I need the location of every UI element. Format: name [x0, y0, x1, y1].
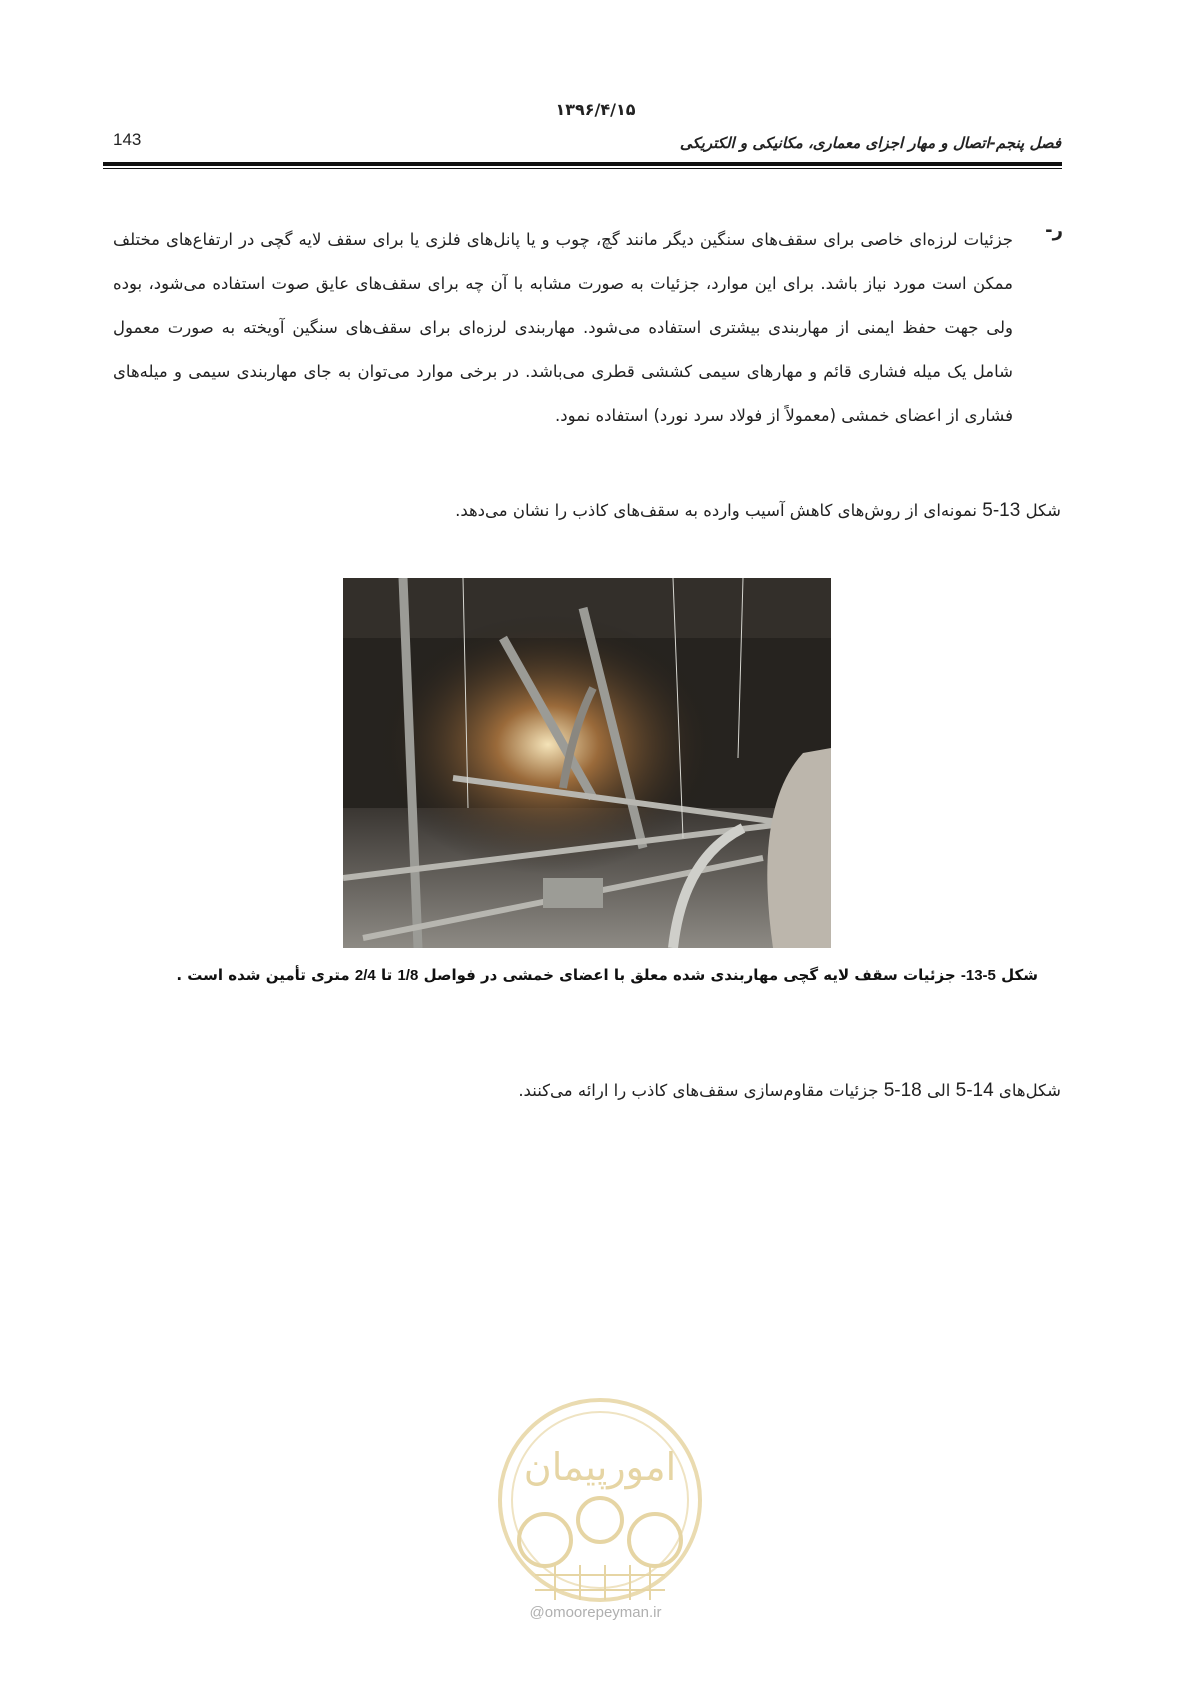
- caption-value-a: 1/8: [397, 967, 419, 984]
- closing-line: [518, 1080, 1061, 1102]
- caption-prefix: شکل: [1001, 966, 1038, 984]
- figure-ref-prefix: شکل: [1025, 501, 1061, 520]
- figure-caption: [128, 966, 1038, 984]
- list-bullet: ر-: [1045, 220, 1063, 241]
- ceiling-photo-drawing: [343, 578, 831, 948]
- chapter-title: فصل پنجم-اتصال و مهار اجزای معماری، مکانیکی و الکتریکی: [679, 134, 1061, 152]
- website-url: @omoorepeyman.ir: [529, 1604, 662, 1621]
- closing-to: 18-5: [883, 1080, 922, 1101]
- body-paragraph: [113, 218, 1043, 438]
- header-rule-thick: [103, 162, 1062, 166]
- caption-value-b: 2/4: [354, 967, 376, 984]
- figure-ref-suffix: نمونه‌ای از روش‌های کاهش آسیب وارده به سقف‌های کاذب را نشان می‌دهد.: [455, 501, 978, 520]
- caption-number: 5-13-: [960, 967, 996, 984]
- caption-mid: تا: [380, 966, 393, 984]
- figure-ref-number: 13-5: [982, 500, 1021, 521]
- figure-reference-line: [455, 500, 1061, 522]
- paragraph-text: جزئیات لرزه‌ای خاصی برای سقف‌های سنگین دیگر مانند گچ، چوب و یا پانل‌های فلزی یا برای سقف لایه گچی در ارتفاع‌های مختلف ممکن است مورد نیاز باشد. برای این موارد، جزئیات به صورت مشابه با آن چه برای سقف‌های عایق صوت استفاده می‌شود، بوده ولی جهت حفظ ایمنی از مهاربندی بیشتری استفاده می‌شود. مهاربندی لرزه‌ای برای سقف‌های سنگین آویخته به صورت معمول شامل یک میله فشاری قائم و مهارهای سیمی کششی قطری می‌باشد. در برخی موارد می‌توان به جای مهاربندی سیمی و میله‌های فشاری از اعضای خمشی (معمولاً از فولاد سرد نورد) استفاده نمود.: [113, 230, 1013, 425]
- logo-text: امورپیمان: [523, 1445, 677, 1489]
- header-rule-thin: [103, 168, 1062, 169]
- caption-text-2: متری تأمین شده است .: [176, 966, 350, 984]
- watermark-logo: [475, 1390, 725, 1640]
- closing-suffix: جزئیات مقاوم‌سازی سقف‌های کاذب را ارائه می‌کنند.: [518, 1081, 879, 1100]
- page-number: 143: [113, 130, 142, 149]
- closing-mid: الی: [927, 1081, 951, 1100]
- closing-from: 14-5: [955, 1080, 994, 1101]
- page-date: ۱۳۹۶/۴/۱۵: [555, 100, 636, 119]
- closing-prefix: شکل‌های: [998, 1081, 1061, 1100]
- caption-text-1: جزئیات سقف لایه گچی مهاربندی شده معلق با اعضای خمشی در فواصل: [423, 966, 956, 984]
- logo-seal-icon: [475, 1390, 725, 1640]
- ceiling-photo: [343, 578, 831, 948]
